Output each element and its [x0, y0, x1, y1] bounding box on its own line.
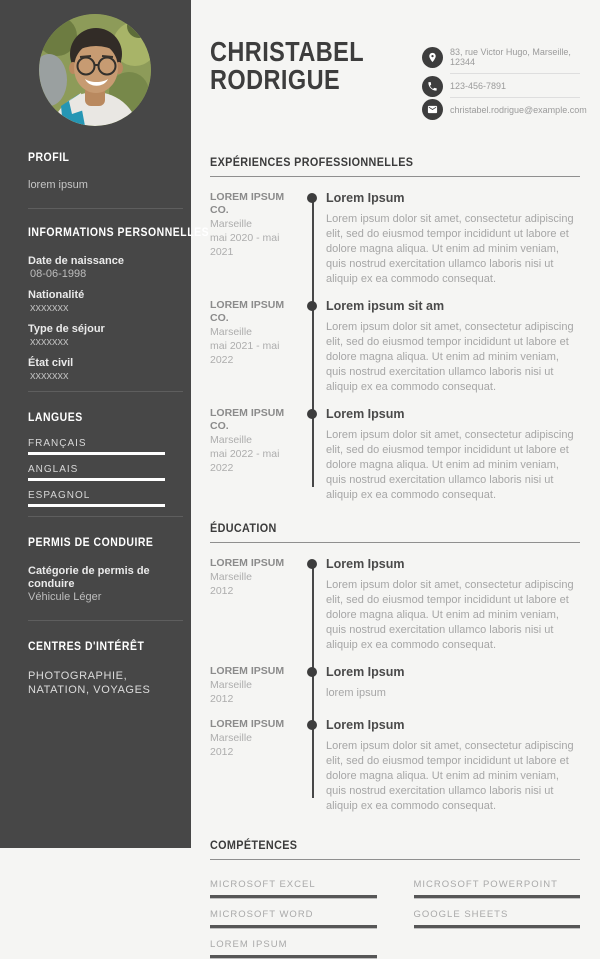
timeline-cell — [300, 665, 326, 706]
entry-description: Lorem ipsum dolor sit amet, consectetur adipiscing elit, sed do eiusmod tempor incididunt ut labore et dolore magna aliqua. Ut enim ad minim veniam, quis nostrud exercitation ullamco laboris nisi ut aliquip ex ea commodo consequat. — [326, 321, 574, 393]
info-value: 08-06-1998 — [30, 268, 87, 280]
timeline-dot — [307, 301, 317, 311]
language-item-anglais — [28, 464, 165, 481]
skill-item — [210, 909, 377, 929]
entry-dates: mai 2022 - mai 2022 — [210, 448, 280, 474]
timeline-dot — [307, 667, 317, 677]
page-title — [210, 38, 422, 121]
skills-grid — [210, 860, 580, 959]
timeline-cell — [300, 557, 326, 653]
skill-item — [414, 909, 581, 929]
entry-location: Marseille — [210, 434, 253, 446]
sidebar-divider — [28, 620, 183, 621]
profile-photo — [39, 14, 151, 126]
location-icon — [422, 47, 443, 68]
info-value: xxxxxxx — [30, 302, 69, 314]
entry-title: Lorem Ipsum — [326, 407, 405, 421]
info-label: Date de naissance — [28, 255, 124, 267]
sidebar-heading-profil: PROFIL — [28, 150, 70, 164]
skill-label: LOREM IPSUM — [210, 939, 288, 950]
entry-location: Marseille — [210, 732, 253, 744]
entry-meta — [210, 299, 300, 395]
language-label: ESPAGNOL — [28, 490, 91, 501]
experience-entry — [210, 191, 580, 287]
sidebar-divider — [28, 516, 183, 517]
education-entries — [210, 543, 580, 814]
timeline-cell — [300, 718, 326, 814]
education-entry — [210, 665, 580, 706]
first-name: CHRISTABEL — [210, 36, 365, 67]
section-heading-skills: COMPÉTENCES — [210, 838, 298, 852]
sidebar-heading-permis: PERMIS DE CONDUIRE — [28, 535, 154, 549]
skill-level-bar — [210, 955, 377, 959]
phone-icon — [422, 76, 443, 97]
entry-location: Marseille — [210, 326, 253, 338]
contact-block — [422, 40, 587, 121]
driving-license-field — [28, 565, 183, 604]
contact-email-row — [422, 98, 587, 121]
driving-license-label: Catégorie de permis de conduire — [28, 565, 150, 590]
entry-location: Marseille — [210, 679, 253, 691]
entry-meta — [210, 665, 300, 706]
sidebar-divider — [28, 391, 183, 392]
experience-entries — [210, 177, 580, 503]
skill-item — [210, 879, 377, 899]
entry-meta — [210, 407, 300, 503]
skill-label: MICROSOFT EXCEL — [210, 879, 316, 890]
skill-level-bar — [210, 895, 377, 899]
language-level-bar — [28, 452, 165, 455]
driving-license-value: Véhicule Léger — [28, 591, 102, 603]
main-content — [210, 0, 587, 959]
language-item-espagnol — [28, 490, 165, 507]
sidebar-divider — [28, 208, 183, 209]
skill-level-bar — [414, 895, 581, 899]
info-label: Type de séjour — [28, 323, 105, 335]
info-label: Nationalité — [28, 289, 85, 301]
experience-entry — [210, 407, 580, 503]
education-entry — [210, 718, 580, 814]
email-icon — [422, 99, 443, 120]
timeline-cell — [300, 407, 326, 503]
entry-body — [326, 557, 580, 653]
entry-dates: mai 2020 - mai 2021 — [210, 232, 280, 258]
language-label: ANGLAIS — [28, 464, 79, 475]
contact-address: 83, rue Victor Hugo, Marseille, 12344 — [450, 40, 580, 74]
skill-label: GOOGLE SHEETS — [413, 909, 509, 920]
entry-description: Lorem ipsum dolor sit amet, consectetur adipiscing elit, sed do eiusmod tempor incididunt ut labore et dolore magna aliqua. Ut enim ad minim veniam, quis nostrud exercitation ullamco laboris nisi ut aliquip ex ea commodo consequat. — [326, 429, 574, 501]
profil-text: lorem ipsum — [28, 179, 88, 191]
entry-description: lorem ipsum — [326, 687, 386, 699]
entry-meta — [210, 191, 300, 287]
timeline-dot — [307, 193, 317, 203]
entry-school: LOREM IPSUM — [210, 557, 285, 569]
contact-address-row — [422, 40, 580, 74]
section-skills — [210, 838, 580, 959]
experience-entry — [210, 299, 580, 395]
info-field-nationality — [28, 289, 183, 315]
language-item-francais — [28, 438, 165, 455]
info-label: État civil — [28, 357, 74, 369]
sidebar — [0, 0, 210, 848]
skill-item — [414, 879, 581, 899]
section-heading-education: ÉDUCATION — [210, 521, 277, 535]
entry-title: Lorem Ipsum — [326, 665, 405, 679]
entry-description: Lorem ipsum dolor sit amet, consectetur adipiscing elit, sed do eiusmod tempor incididunt ut labore et dolore magna aliqua. Ut enim ad minim veniam, quis nostrud exercitation ullamco laboris nisi ut aliquip ex ea commodo consequat. — [326, 213, 574, 285]
timeline-dot — [307, 559, 317, 569]
entry-location: Marseille — [210, 571, 253, 583]
entry-company: LOREM IPSUM CO. — [210, 407, 285, 432]
entry-title: Lorem ipsum sit am — [326, 299, 445, 313]
info-value: xxxxxxx — [30, 336, 69, 348]
entry-description: Lorem ipsum dolor sit amet, consectetur adipiscing elit, sed do eiusmod tempor incididunt ut labore et dolore magna aliqua. Ut enim ad minim veniam, quis nostrud exercitation ullamco laboris nisi ut aliquip ex ea commodo consequat. — [326, 740, 574, 812]
entry-body — [326, 191, 580, 287]
entry-meta — [210, 557, 300, 653]
section-heading-experience: EXPÉRIENCES PROFESSIONNELLES — [210, 155, 414, 169]
entry-location: Marseille — [210, 218, 253, 230]
sidebar-heading-infos: INFORMATIONS PERSONNELLES — [28, 225, 210, 239]
contact-phone: 123-456-7891 — [450, 74, 580, 98]
entry-body — [326, 718, 580, 814]
entry-dates: mai 2021 - mai 2022 — [210, 340, 280, 366]
sidebar-heading-interets: CENTRES D'INTÉRÊT — [28, 639, 145, 653]
entry-dates: 2012 — [210, 585, 234, 597]
entry-school: LOREM IPSUM — [210, 665, 285, 677]
entry-school: LOREM IPSUM — [210, 718, 285, 730]
entry-description: Lorem ipsum dolor sit amet, consectetur adipiscing elit, sed do eiusmod tempor incididunt ut labore et dolore magna aliqua. Ut enim ad minim veniam, quis nostrud exercitation ullamco laboris nisi ut aliquip ex ea commodo consequat. — [326, 579, 574, 651]
info-field-civil-status — [28, 357, 183, 383]
interests-text: PHOTOGRAPHIE, NATATION, VOYAGES — [28, 670, 151, 696]
language-label: FRANÇAIS — [28, 438, 87, 449]
entry-body — [326, 407, 580, 503]
section-experience — [210, 155, 580, 503]
skills-column-right — [414, 869, 581, 959]
skill-label: MICROSOFT WORD — [210, 909, 314, 920]
contact-email: christabel.rodrigue@example.com — [450, 105, 587, 115]
section-education — [210, 521, 580, 814]
timeline-cell — [300, 191, 326, 287]
sidebar-heading-langues: LANGUES — [28, 410, 83, 424]
education-entry — [210, 557, 580, 653]
timeline-dot — [307, 409, 317, 419]
entry-dates: 2012 — [210, 746, 234, 758]
header — [210, 36, 587, 121]
entry-body — [326, 665, 580, 706]
skill-level-bar — [210, 925, 377, 929]
entry-meta — [210, 718, 300, 814]
timeline-dot — [307, 720, 317, 730]
entry-title: Lorem Ipsum — [326, 191, 405, 205]
entry-company: LOREM IPSUM CO. — [210, 191, 285, 216]
entry-title: Lorem Ipsum — [326, 557, 405, 571]
entry-dates: 2012 — [210, 693, 234, 705]
language-level-bar — [28, 478, 165, 481]
info-field-birthdate — [28, 255, 183, 281]
entry-title: Lorem Ipsum — [326, 718, 405, 732]
info-value: xxxxxxx — [30, 370, 69, 382]
last-name: RODRIGUE — [210, 64, 341, 95]
skill-item — [210, 939, 377, 959]
info-field-residence — [28, 323, 183, 349]
skill-label: MICROSOFT POWERPOINT — [413, 879, 558, 890]
entry-body — [326, 299, 580, 395]
language-level-bar — [28, 504, 165, 507]
timeline-cell — [300, 299, 326, 395]
avatar — [39, 14, 151, 126]
entry-company: LOREM IPSUM CO. — [210, 299, 285, 324]
skill-level-bar — [414, 925, 581, 929]
skills-column-left — [210, 869, 377, 959]
contact-phone-row — [422, 74, 580, 98]
